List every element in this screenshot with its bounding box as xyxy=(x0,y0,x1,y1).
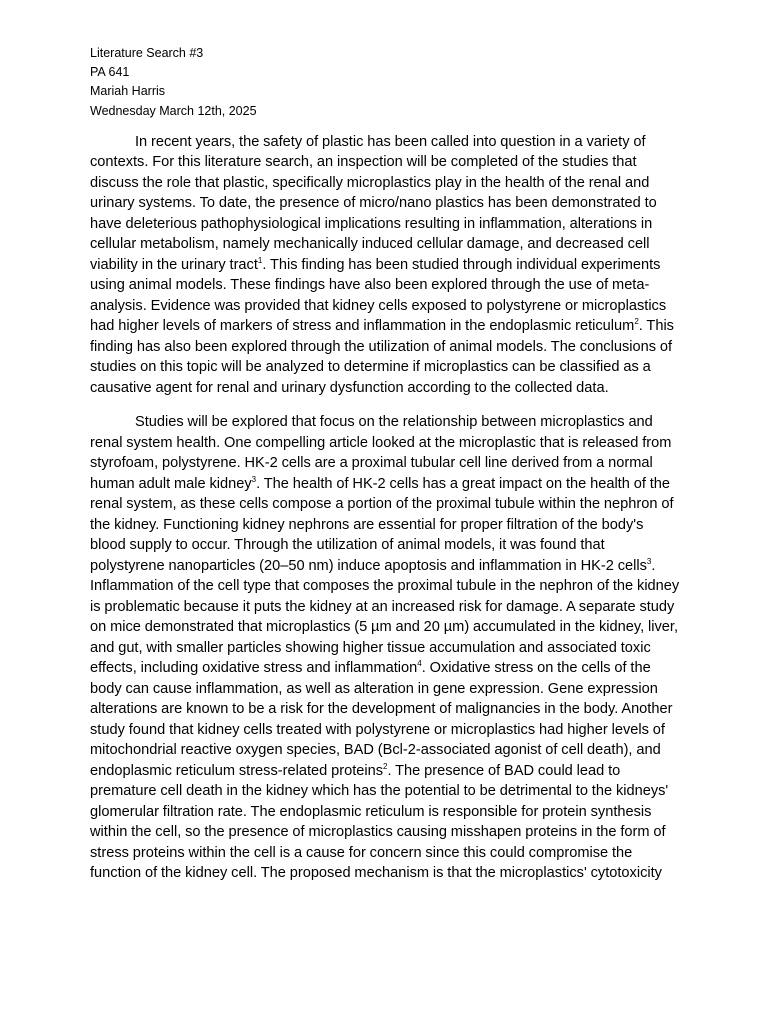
author-name: Mariah Harris xyxy=(90,84,166,99)
paragraph-text: . This finding has also been explored through the utilization of animal models. The conclusions of studies on this topic will be analyzed to determine if microplastics can be classified as a causative agent for renal and urinary dysfunction according to the collected data. xyxy=(90,318,674,396)
paragraph-studies xyxy=(90,412,680,884)
citation-superscript: 4 xyxy=(417,659,422,669)
citation-superscript: 3 xyxy=(251,474,257,484)
citation-superscript: 1 xyxy=(257,255,263,265)
document-page xyxy=(90,44,680,898)
paragraph-text: Studies will be explored that focus on the relationship between microplastics and renal system health. One compelling article looked at the microplastic that is released from styrofoam, polystyrene. HK-2 cells are a proximal tubular cell line derived from a normal human adult male kidney xyxy=(90,414,672,492)
paragraph-text: . Oxidative stress on the cells of the body can cause inflammation, as well as alteration in gene expression. Gene expression alterations are known to be a risk for the development of malignancies in the body. Another study found that kidney cells treated with polystyrene or microplastics had higher levels of mitochondrial reactive oxygen species, BAD (Bcl-2-associated agonist of cell death), and endoplasmic reticulum stress-related proteins xyxy=(90,660,673,779)
paragraph-text: In recent years, the safety of plastic has been called into question in a variety of contexts. For this literature search, an inspection will be completed of the studies that discuss the role that plastic, specifically microplastics play in the health of the renal and urinary systems. To date, the presence of micro/nano plastics has been demonstrated to have deleterious pathophysiological implications resulting in inflammation, alterations in cellular metabolism, namely mechanically induced cellular damage, and decreased cell viability in the urinary tract xyxy=(90,133,657,273)
assignment-title: Literature Search #3 xyxy=(90,46,204,60)
paragraph-text: . The health of HK-2 cells has a great impact on the health of the renal system, as these cells compose a portion of the proximal tubule within the nephron of the kidney. Functioning kidney nephrons are essential for proper filtration of the body's blood supply to occur. Through the utilization of animal models, it was found that polystyrene nanoparticles (20–50 nm) induce apoptosis and inflammation in HK-2 cells xyxy=(90,475,674,574)
paragraph-text: . Inflammation of the cell type that composes the proximal tubule in the nephron of the kidney is problematic because it puts the kidney at an increased risk for damage. A separate study on mice demonstrated that microplastics (5 µm and 20 µm) accumulated in the kidney, liver, and gut, with smaller particles showing higher tissue accumulation and associated toxic effects, including oxidative stress and inflammation xyxy=(90,557,680,677)
citation-superscript: 3 xyxy=(646,556,652,566)
paragraph-text: . This finding has been studied through individual experiments using animal models. These findings have also been explored through the use of meta-analysis. Evidence was provided that kidney cells exposed to polystyrene or microplastics had higher levels of markers of stress and inflammation in the endoplasmic reticulum xyxy=(90,256,667,335)
document-header xyxy=(90,44,680,121)
paragraph-text: . The presence of BAD could lead to premature cell death in the kidney which has the potential to be detrimental to the kidneys' glomerular filtration rate. The endoplasmic reticulum is responsible for protein synthesis within the cell, so the presence of microplastics causing misshapen proteins in the form of stress proteins within the cell is a cause for concern since this could compromise the function of the kidney cell. The proposed mechanism is that the microplastics' cytotoxicity xyxy=(90,762,669,882)
citation-superscript: 2 xyxy=(634,317,639,327)
citation-superscript: 2 xyxy=(383,761,388,771)
course-code: PA 641 xyxy=(90,65,130,80)
paragraph-introduction xyxy=(90,132,680,399)
document-date: Wednesday March 12th, 2025 xyxy=(90,103,257,118)
